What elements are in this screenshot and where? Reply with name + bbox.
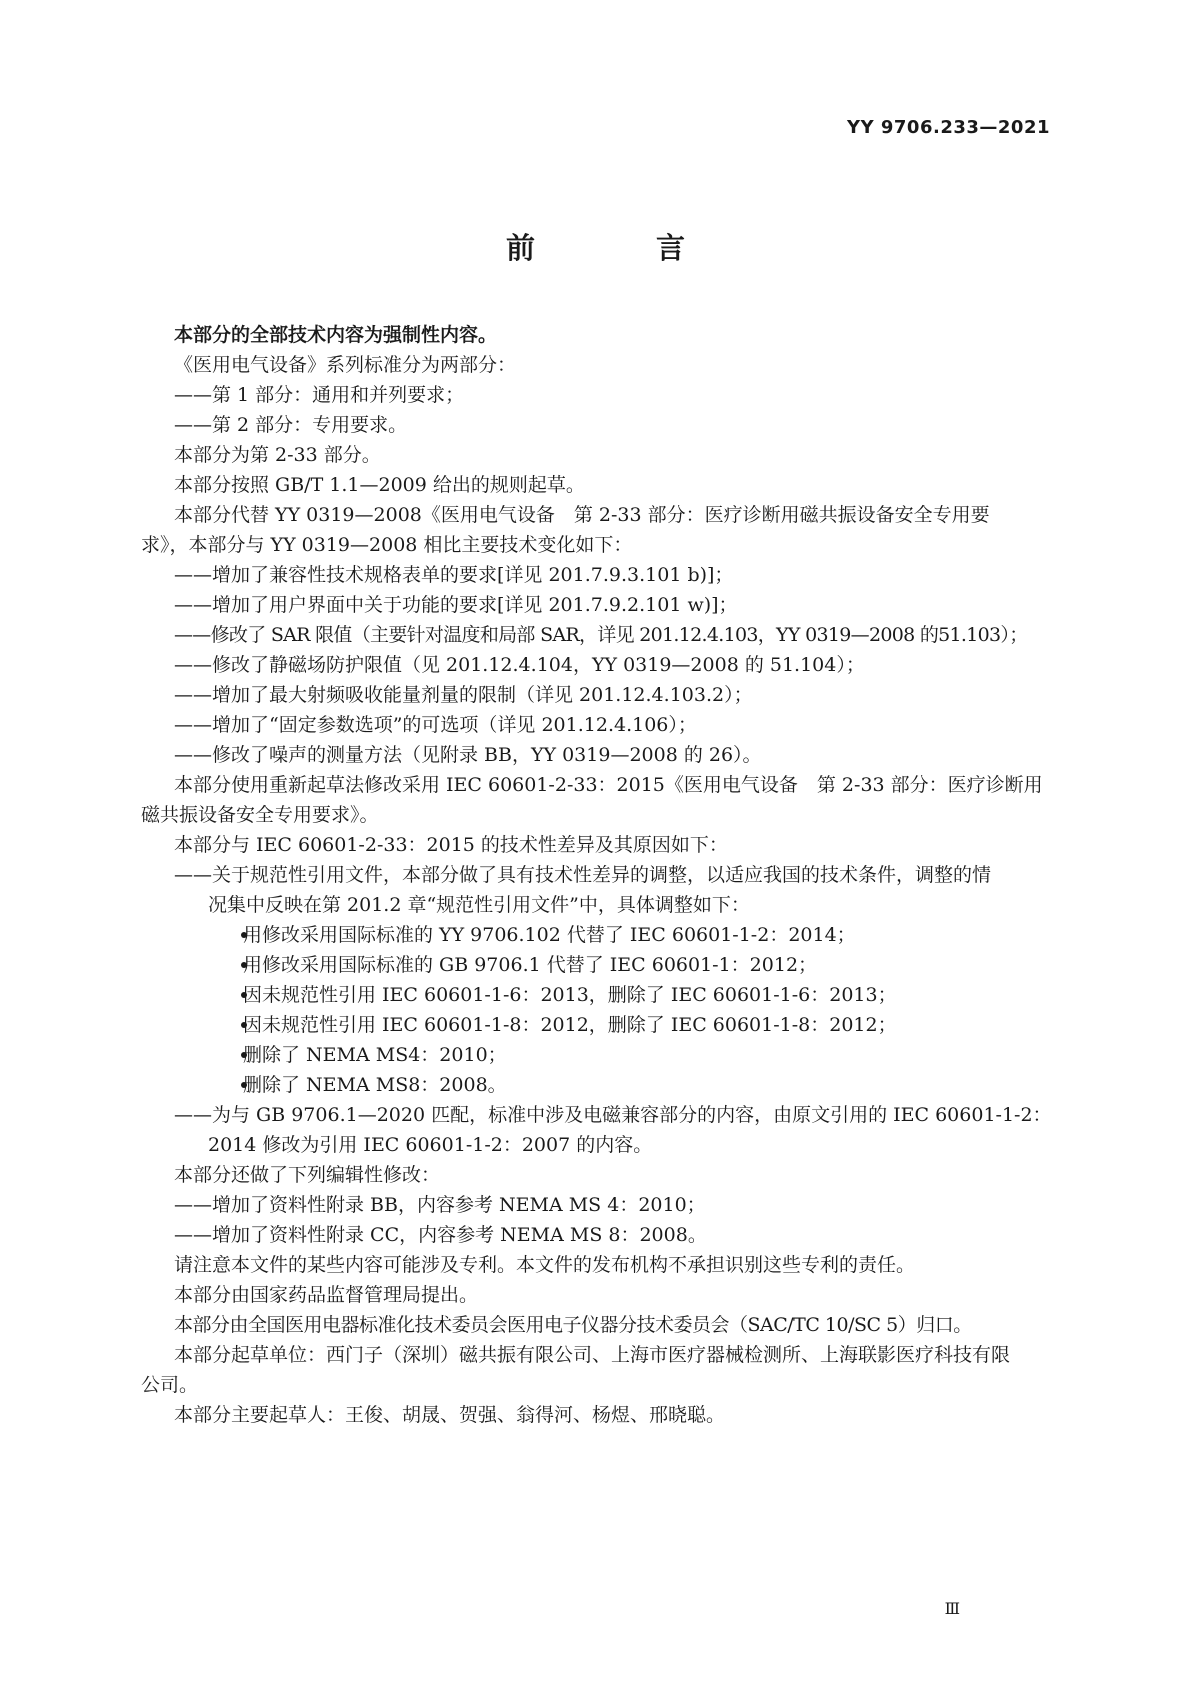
paragraph-line: 本部分的全部技术内容为强制性内容。	[174, 324, 498, 346]
dash-item: ——第 2 部分：专用要求。	[174, 414, 408, 436]
dash-item: ——修改了静磁场防护限值（见 201.12.4.104，YY 0319—2008 的 51.104）；	[174, 654, 865, 676]
paragraph-line: 《医用电气设备》系列标准分为两部分：	[174, 354, 517, 376]
paragraph-line: 本部分代替 YY 0319—2008《医用电气设备 第 2-33 部分：医疗诊断用磁共振设备安全专用要	[174, 504, 990, 526]
paragraph-line: 本部分与 IEC 60601-2-33：2015 的技术性差异及其原因如下：	[174, 834, 728, 856]
paragraph-line: 本部分为第 2-33 部分。	[174, 444, 381, 466]
dash-item: ——增加了最大射频吸收能量剂量的限制（详见 201.12.4.103.2）；	[174, 684, 753, 706]
paragraph-line: 本部分主要起草人：王俊、胡晟、贺强、翁得河、杨煜、邢晓聪。	[174, 1404, 726, 1426]
dash-item: ——增加了资料性附录 CC，内容参考 NEMA MS 8：2008。	[174, 1224, 707, 1246]
bullet-item: 删除了 NEMA MS4：2010；	[243, 1044, 507, 1066]
document-code: YY 9706.233—2021	[847, 117, 1050, 138]
dash-item: ——关于规范性引用文件，本部分做了具有技术性差异的调整，以适应我国的技术条件，调整的情	[174, 864, 992, 886]
paragraph-line: 本部分使用重新起草法修改采用 IEC 60601-2-33：2015《医用电气设备 第 2-33 部分：医疗诊断用	[174, 774, 1043, 796]
dash-item: ——修改了 SAR 限值（主要针对温度和局部 SAR，详见 201.12.4.103，YY 0319—2008 的51.103）；	[174, 624, 1028, 646]
dash-item: ——第 1 部分：通用和并列要求；	[174, 384, 465, 406]
paragraph-line: 本部分由全国医用电器标准化技术委员会医用电子仪器分技术委员会（SAC/TC 10/SC 5）归口。	[174, 1314, 972, 1336]
bullet-item: 因未规范性引用 IEC 60601-1-8：2012，删除了 IEC 60601-1-8：2012；	[243, 1014, 897, 1036]
dash-item: ——增加了资料性附录 BB，内容参考 NEMA MS 4：2010；	[174, 1194, 706, 1216]
paragraph-line: 本部分起草单位：西门子（深圳）磁共振有限公司、上海市医疗器械检测所、上海联影医疗科技有限	[174, 1344, 1011, 1366]
dash-item: ——增加了兼容性技术规格表单的要求[详见 201.7.9.3.101 b)]；	[174, 564, 734, 586]
page-number: Ⅲ	[944, 1599, 960, 1618]
paragraph-line: 本部分还做了下列编辑性修改：	[174, 1164, 441, 1186]
paragraph-line: 公司。	[141, 1374, 199, 1396]
paragraph-line: 请注意本文件的某些内容可能涉及专利。本文件的发布机构不承担识别这些专利的责任。	[174, 1254, 916, 1276]
paragraph-line: 求》，本部分与 YY 0319—2008 相比主要技术变化如下：	[141, 534, 633, 556]
dash-item: ——增加了“固定参数选项”的可选项（详见 201.12.4.106）；	[174, 714, 697, 736]
bullet-item: 用修改采用国际标准的 YY 9706.102 代替了 IEC 60601-1-2：2014；	[243, 924, 856, 946]
bullet-item: 用修改采用国际标准的 GB 9706.1 代替了 IEC 60601-1：2012；	[243, 954, 818, 976]
paragraph-line: 本部分由国家药品监督管理局提出。	[174, 1284, 479, 1306]
paragraph-line: 磁共振设备安全专用要求》。	[141, 804, 379, 826]
dash-item-continuation: 况集中反映在第 201.2 章“规范性引用文件”中，具体调整如下：	[208, 894, 750, 916]
dash-item: ——增加了用户界面中关于功能的要求[详见 201.7.9.2.101 w)]；	[174, 594, 738, 616]
bullet-item: 因未规范性引用 IEC 60601-1-6：2013，删除了 IEC 60601-1-6：2013；	[243, 984, 897, 1006]
dash-item: ——为与 GB 9706.1—2020 匹配，标准中涉及电磁兼容部分的内容，由原文引用的 IEC 60601-1-2：	[174, 1104, 1052, 1126]
dash-item-continuation: 2014 修改为引用 IEC 60601-1-2：2007 的内容。	[208, 1134, 653, 1156]
dash-item: ——修改了噪声的测量方法（见附录 BB，YY 0319—2008 的 26）。	[174, 744, 762, 766]
paragraph-line: 本部分按照 GB/T 1.1—2009 给出的规则起草。	[174, 474, 585, 496]
bullet-item: 删除了 NEMA MS8：2008。	[243, 1074, 507, 1096]
page-title: 前 言	[505, 231, 731, 265]
